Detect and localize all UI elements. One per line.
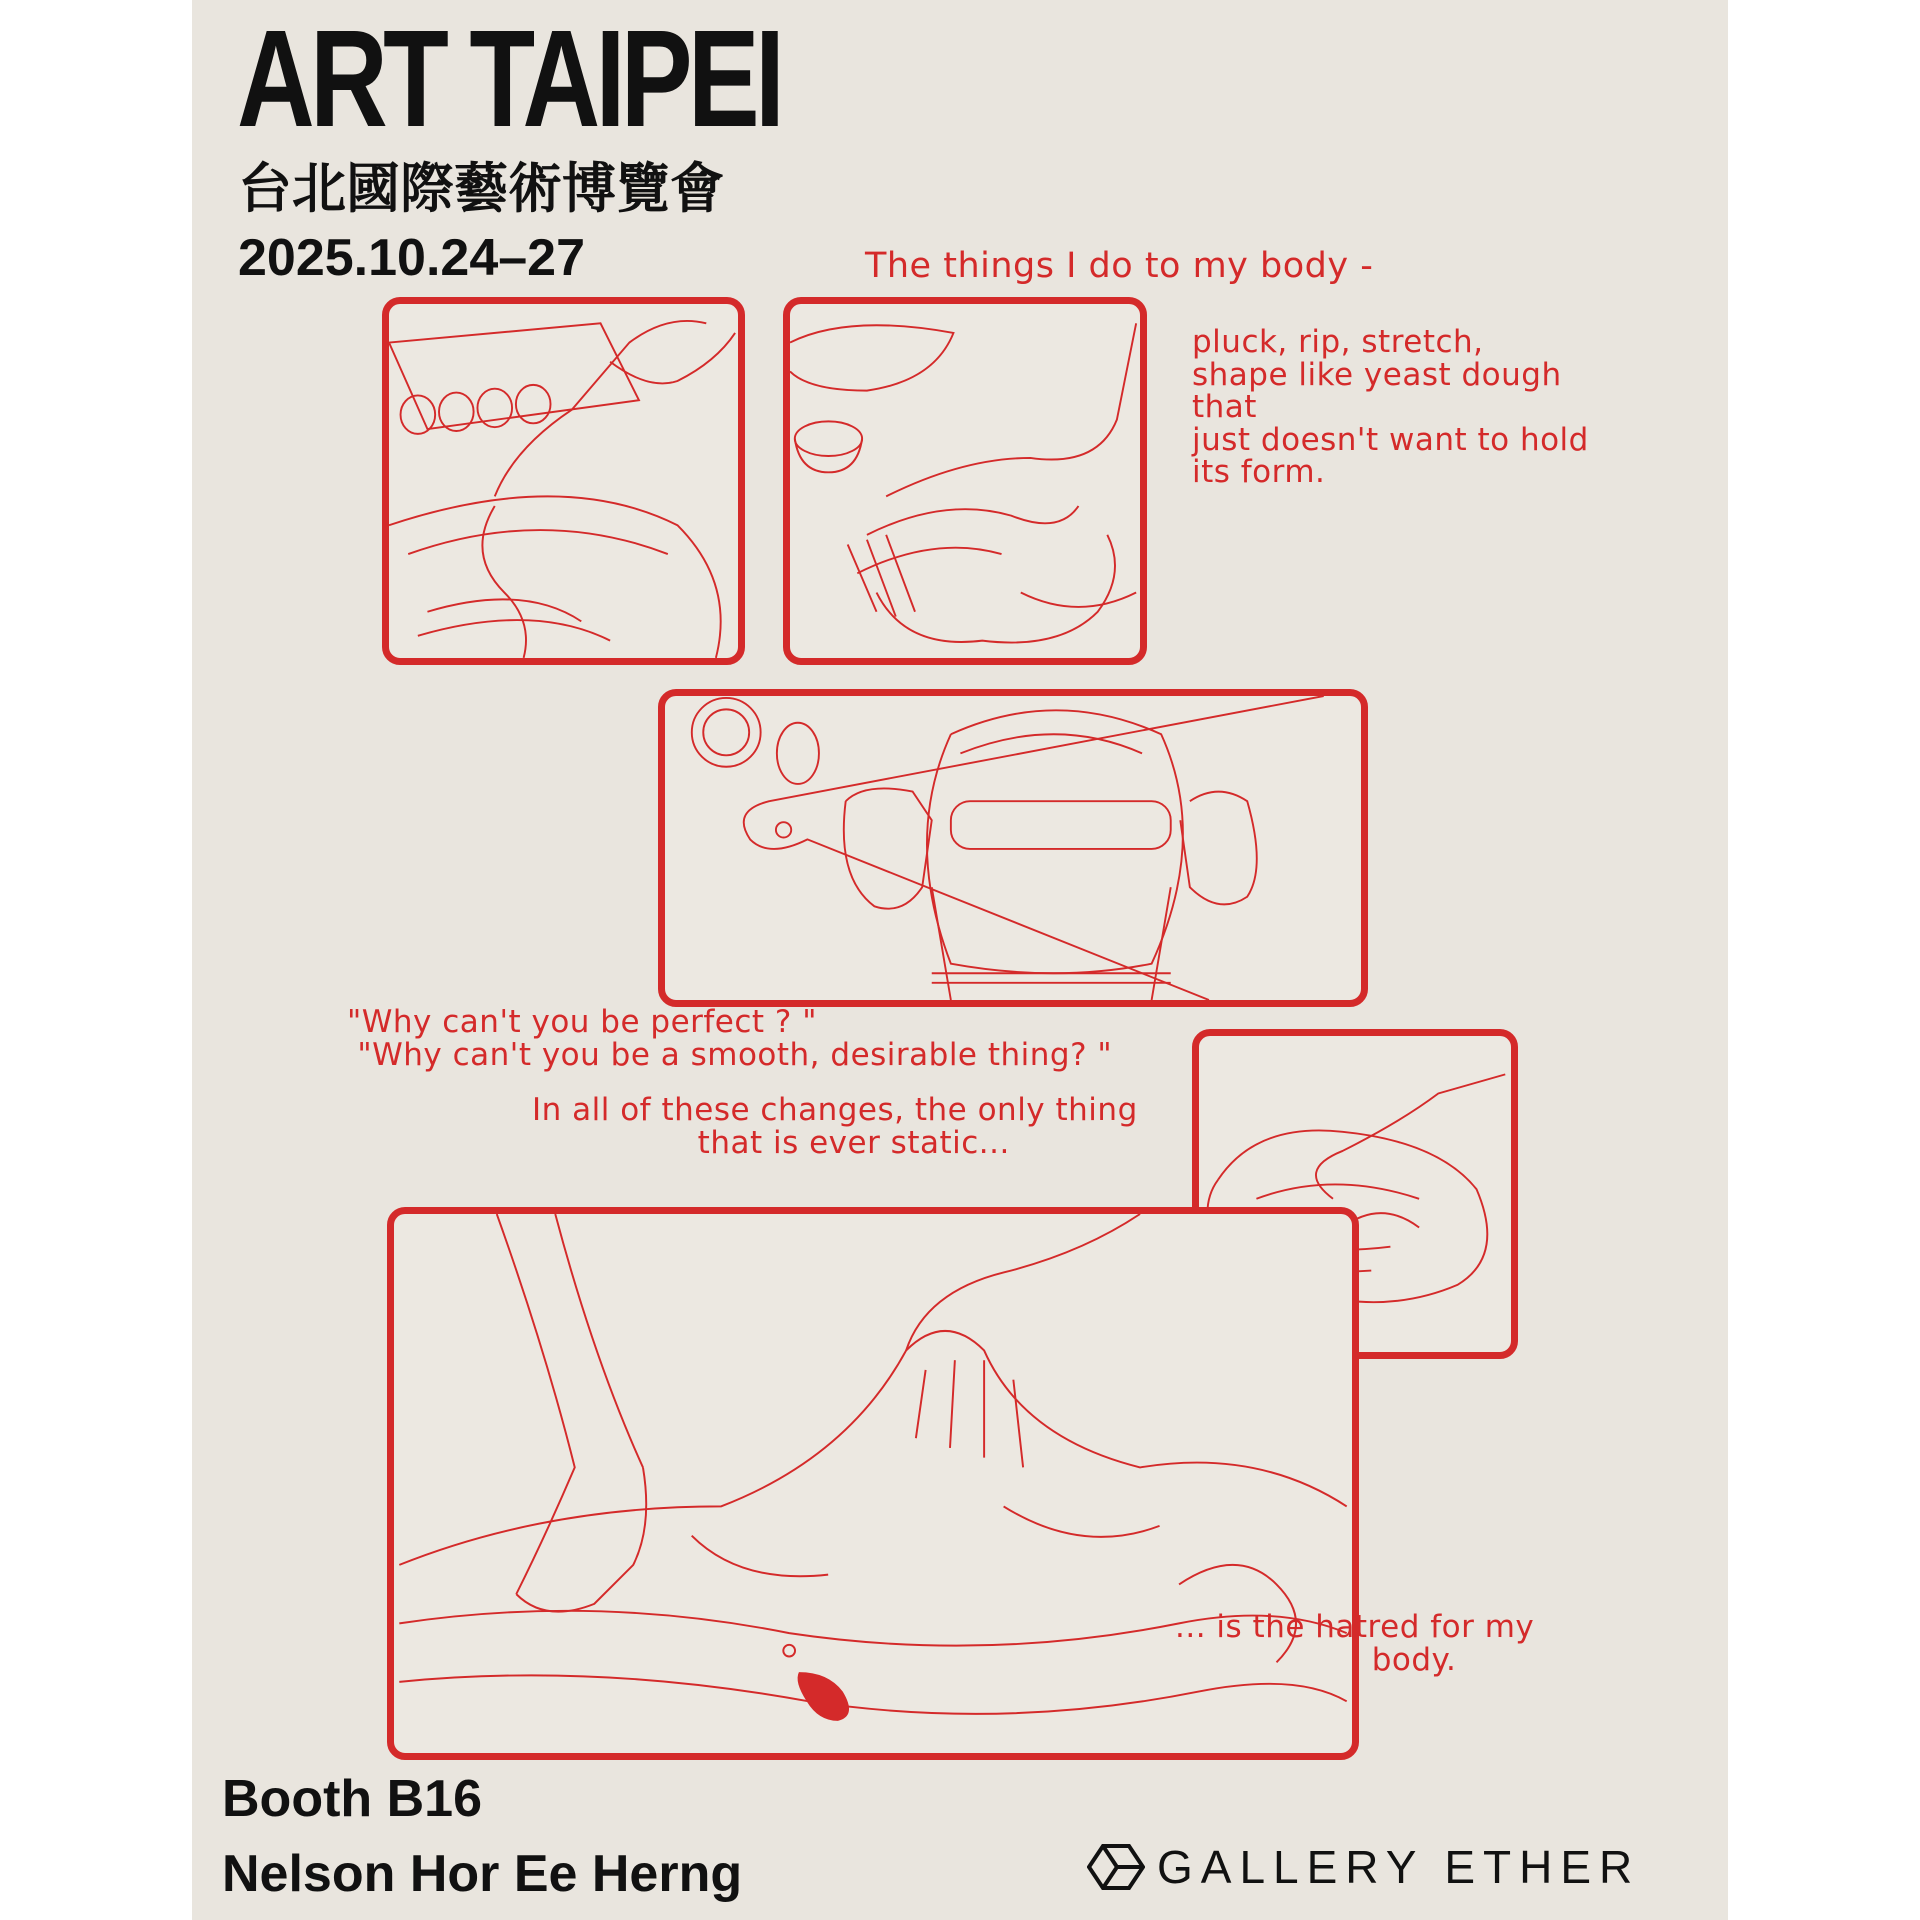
booth-number: Booth B16: [222, 1770, 482, 1828]
gallery-ether-logo-icon: [1087, 1842, 1145, 1892]
caption-things-i-do: The things I do to my body -: [865, 246, 1374, 286]
kneading-illustration: [790, 304, 1140, 658]
caption-pluck-rip-stretch: pluck, rip, stretch, shape like yeast dough that just doesn't want to hold its form.: [1192, 324, 1589, 491]
gallery-name: GALLERY ETHER: [1157, 1841, 1641, 1893]
eggs-illustration: [389, 304, 738, 658]
caption-all-of-these-changes: In all of these changes, the only thing that is ever static...: [532, 1092, 1138, 1161]
comic-panel-rolling-pin: [658, 689, 1368, 1007]
comic-panel-eggs: [382, 297, 745, 665]
rolling-pin-illustration: [665, 696, 1361, 1000]
event-title: ART TAIPEI: [237, 2, 781, 156]
artist-name: Nelson Hor Ee Herng: [222, 1845, 743, 1903]
poster: [192, 0, 1728, 1920]
event-dates: 2025.10.24–27: [238, 229, 586, 287]
event-title-chinese: 台北國際藝術博覽會: [238, 157, 724, 220]
comic-panel-kneading: [783, 297, 1147, 665]
caption-hatred: ... is the hatred for my body.: [1175, 1609, 1535, 1678]
gallery-brand: [1087, 1840, 1640, 1894]
caption-why-cant-you: "Why can't you be perfect ? " "Why can't you be a smooth, desirable thing? ": [347, 1004, 1113, 1073]
